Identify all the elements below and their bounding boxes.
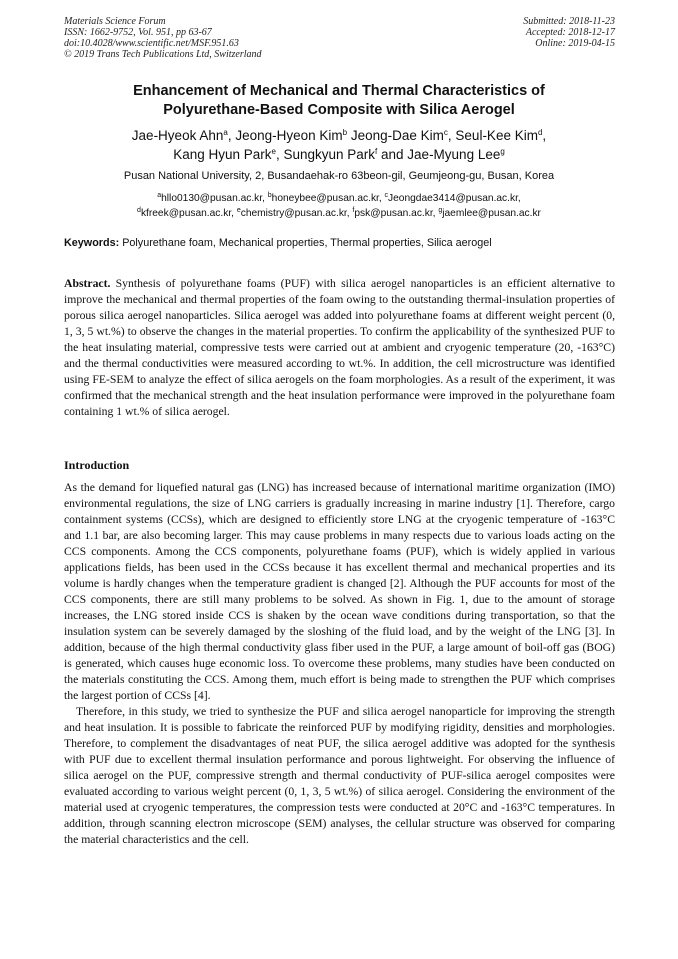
email-sup: d [137, 207, 141, 214]
author-sup: c [443, 128, 448, 137]
email-sup: c [384, 192, 389, 199]
authors-line-2: Kang Hyun Park$^e$, Sungkyun Park$^f$ and Jae-Myung Lee$^g$ [173, 147, 505, 162]
copyright: © 2019 Trans Tech Publications Ltd, Switzerland [64, 49, 262, 60]
journal-info [64, 16, 262, 60]
author-name: Sungkyun Park [283, 147, 376, 162]
title-line-1: Enhancement of Mechanical and Thermal Characteristics of [133, 83, 545, 99]
email-sup: b [267, 192, 272, 199]
submitted-date: Submitted: 2018-11-23 [523, 16, 615, 27]
abstract-text: Synthesis of polyurethane foams (PUF) with silica aerogel nanoparticles is an efficient alternative to improve the mechanical and thermal properties of the foam owing to the outstanding thermal-insulation properties of porous silica aerogel nanoparticles. Silica aerogel was added into polyurethane foams at different weight percent (0, 1, 3, 5 wt.%) to observe the changes in the material properties. To confirm the applicability of the synthesized PUF to the heat insulating material, compressive tests were carried out at ambient and cryogenic temperature (20, -163°C) and the thermal conductivities were measured according to wt.%. In addition, the cell microstructure was identified using FE-SEM to analyze the effect of silica aerogels on the foam morphologies. As a result of the experiment, it was confirmed that the mechanical strength and the heat insulation performance were improved in the polyurethane foam containing 1 wt.% of silica aerogel. [64, 277, 615, 418]
intro-paragraph-1: As the demand for liquefied natural gas (LNG) has increased because of international maritime organization (IMO) environmental regulations, the size of LNG carriers is gradually increasing in marine industry [1]. Therefore, cargo containment systems (CCSs), which are designed to efficiently store LNG at the cryogenic temperature of -163°C and 1.1 bar, are also becoming larger. This may cause problems in many respects due to various loads acting on the CCS components. Among the CCS components, polyurethane foams (PUF), which is widely applied in various applications fields, has been used in the CCSs because it has excellent thermal and mechanical properties and its volume is hardly changes when the temperature gradient is changed [2]. Although the PUF accounts for most of the CCS components, there are still many problems to be solved. As shown in Fig. 1, due to the amount of storage increases, the LNG stored inside CCS is shaken by the ocean wave conditions during transportation, so that the insulation system can be severely damaged by the sloshing of the fluid load, and by the weight of the LNG [3]. In addition, because of the high thermal conductivity glass fiber used in the PUF, a large amount of boil-off gas (BOG) is generated, which causes huge economic loss. To overcome these problems, many studies have been conducted on the materials constituting the CCS. Among them, much effort is being made to strengthen the PUF which comprises the largest portion of CCSs [4]. [64, 481, 615, 702]
email-sup: f [352, 207, 355, 214]
abstract-label: Abstract. [64, 277, 111, 290]
emails-line-2: $^d$kfreek@pusan.ac.kr, $^e$chemistry@pusan.ac.kr, $^f$psk@pusan.ac.kr, $^g$jaemlee@pusan.ac.kr [137, 207, 541, 219]
title-line-2: Polyurethane-Based Composite with Silica Aerogel [163, 101, 515, 118]
email-list [30, 191, 648, 221]
email-sup: g [438, 207, 443, 214]
author-sup: d [537, 128, 543, 137]
email-address[interactable]: psk@pusan.ac.kr [354, 208, 433, 219]
abstract [64, 276, 615, 420]
email-address[interactable]: kfreek@pusan.ac.kr [140, 208, 232, 219]
author-name: Seul-Kee Kim [455, 128, 538, 143]
email-address[interactable]: hllo0130@pusan.ac.kr [161, 193, 263, 204]
author-sup: a [223, 128, 228, 137]
authors-line-1: Jae-Hyeok Ahn$^a$, Jeong-Hyeon Kim$^b$ Jeong-Dae Kim$^c$, Seul-Kee Kim$^d$, [131, 128, 547, 143]
doi: doi:10.4028/www.scientific.net/MSF.951.63 [64, 38, 239, 49]
author-name: Jae-Hyeok Ahn [131, 128, 224, 143]
email-address[interactable]: jaemlee@pusan.ac.kr [442, 208, 541, 219]
author-name: Kang Hyun Park [173, 147, 272, 162]
emails-line-1: $^a$hllo0130@pusan.ac.kr, $^b$honeybee@pusan.ac.kr, $^c$Jeongdae3414@pusan.ac.kr, [157, 192, 521, 204]
online-date: Online: 2019-04-15 [535, 38, 615, 49]
introduction-body [64, 480, 615, 848]
publication-dates [523, 16, 615, 49]
keywords-label: Keywords: [64, 237, 120, 249]
introduction-heading: Introduction [64, 458, 130, 472]
email-address[interactable]: honeybee@pusan.ac.kr [271, 193, 379, 204]
author-name: Jeong-Hyeon Kim [235, 128, 343, 143]
author-name: Jae-Myung Lee [407, 147, 501, 162]
keywords [64, 236, 624, 250]
author-sup: f [375, 147, 378, 156]
issn-volume: ISSN: 1662-9752, Vol. 951, pp 63-67 [64, 27, 212, 38]
email-sup: e [236, 207, 241, 214]
email-address[interactable]: chemistry@pusan.ac.kr [240, 208, 347, 219]
author-sup: e [271, 147, 276, 156]
affiliation: Pusan National University, 2, Busandaehak-ro 63beon-gil, Geumjeong-gu, Busan, Korea [123, 170, 555, 182]
author-name: Jeong-Dae Kim [350, 128, 444, 143]
intro-paragraph-2: Therefore, in this study, we tried to synthesize the PUF and silica aerogel nanoparticle for improving the strength and heat insulation. It is possible to fabricate the reinforced PUF by modifying rigidity, densities and morphologies. Therefore, to complement the disadvantages of neat PUF, the silica aerogel additive was adopted for the synthesis with PUF due to excellent thermal insulation performance and porous lightweight. For observing the influence of silica aerogel on the PUF, compressive strength and thermal conductivity of PUF-silica aerogel composites were evaluated according to various weight percent (0, 1, 3, 5 wt.%) of silica aerogel. Considering the environment of the material used at cryogenic temperatures, the compression tests were conducted at 20°C and -163°C temperatures. In addition, through scanning electron microscope (SEM) analyses, the cellular structure was observed for comparing the material characteristics and the cell. [64, 705, 615, 846]
email-address[interactable]: Jeongdae3414@pusan.ac.kr [388, 193, 518, 204]
journal-name: Materials Science Forum [64, 16, 166, 27]
author-list [30, 126, 648, 164]
author-sup: b [342, 128, 348, 137]
email-sup: a [157, 192, 162, 199]
accepted-date: Accepted: 2018-12-17 [525, 27, 615, 38]
author-sup: g [500, 147, 505, 156]
keywords-text: Polyurethane foam, Mechanical properties, Thermal properties, Silica aerogel [122, 237, 492, 249]
paper-title [40, 82, 638, 119]
